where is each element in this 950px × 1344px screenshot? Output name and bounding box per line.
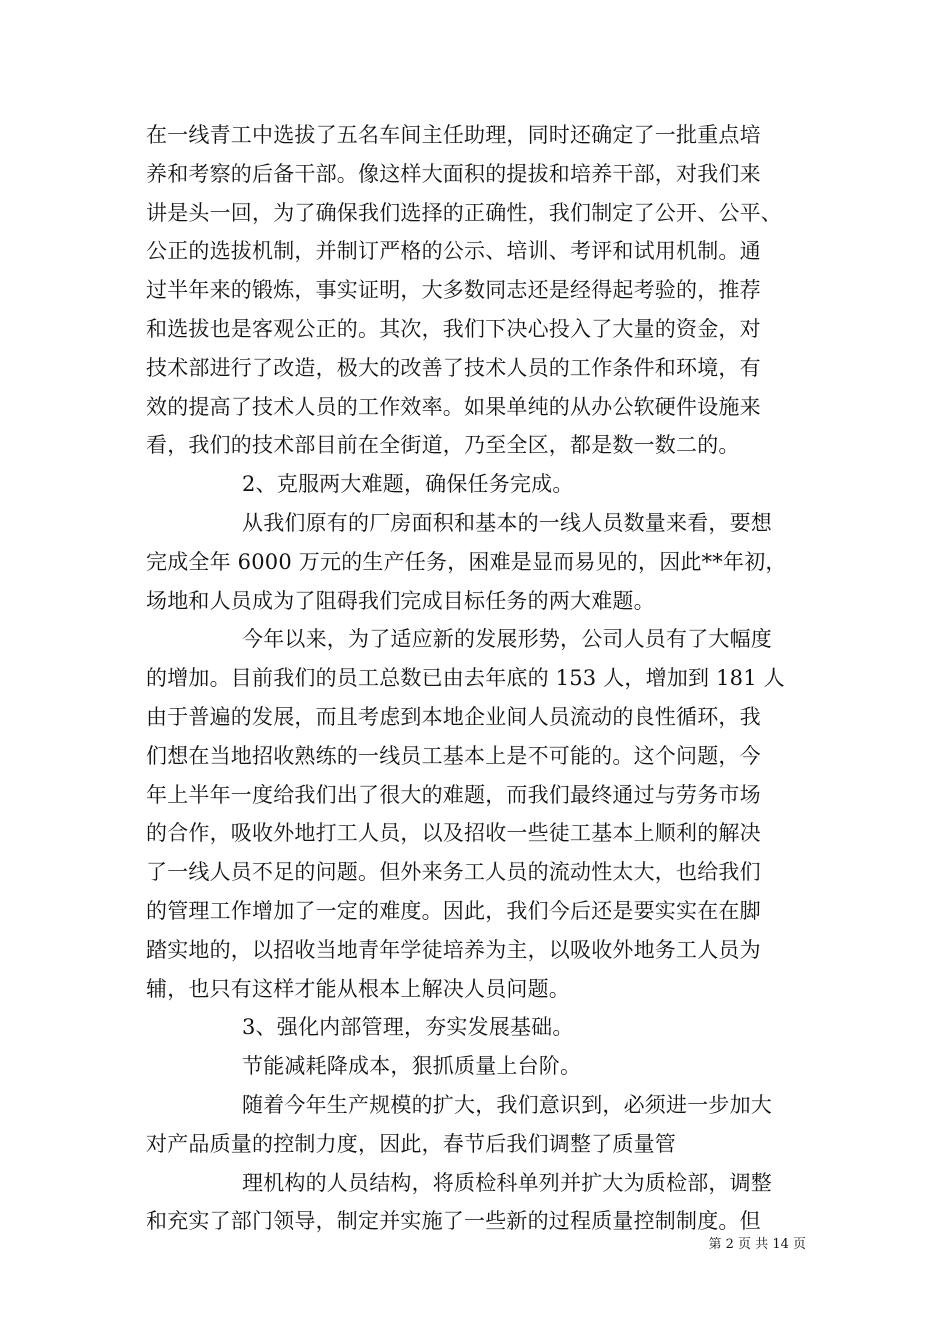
text-line: 完成全年 6000 万元的生产任务，困难是显而易见的，因此**年初， [146, 549, 787, 574]
page-number: 第 2 页 共 14 页 [708, 1237, 806, 1252]
body-text [146, 116, 806, 1241]
text-line: 讲是头一回，为了确保我们选择的正确性，我们制定了公开、公平、 [146, 200, 782, 225]
text-line: 今年以来，为了适应新的发展形势，公司人员有了大幅度 [242, 627, 772, 652]
text-line: 的合作，吸收外地打工人员，以及招收一些徒工基本上顺利的解决 [146, 821, 761, 846]
text-line: 公正的选拔机制，并制订严格的公示、培训、考评和试用机制。通 [146, 239, 761, 264]
text-line: 看，我们的技术部目前在全街道，乃至全区，都是数一数二的。 [146, 433, 740, 458]
text-line: 从我们原有的厂房面积和基本的一线人员数量来看，要想 [242, 510, 772, 535]
text-line: 在一线青工中选拔了五名车间主任助理，同时还确定了一批重点培 [146, 123, 761, 147]
text-line: 的增加。目前我们的员工总数已由去年底的 153 人，增加到 181 人 [146, 666, 785, 691]
text-line: 和充实了部门领导，制定并实施了一些新的过程质量控制制度。但 [146, 1209, 761, 1234]
text-line: 效的提高了技术人员的工作效率。如果单纯的从办公软硬件设施来 [146, 394, 761, 419]
subheading: 节能减耗降成本，狠抓质量上台阶。 [242, 1054, 582, 1079]
text-line: 和选拔也是客观公正的。其次，我们下决心投入了大量的资金，对 [146, 316, 761, 341]
text-line: 由于普遍的发展，而且考虑到本地企业间人员流动的良性循环，我 [146, 704, 761, 729]
text-line: 踏实地的，以招收当地青年学徒培养为主，以吸收外地务工人员为 [146, 937, 761, 962]
text-line: 们想在当地招收熟练的一线员工基本上是不可能的。这个问题，今 [146, 743, 761, 768]
text-line: 的管理工作增加了一定的难度。因此，我们今后还是要实实在在脚 [146, 898, 761, 923]
text-line: 理机构的人员结构，将质检科单列并扩大为质检部，调整 [242, 1170, 772, 1195]
section-heading: 2、克服两大难题，确保任务完成。 [242, 472, 574, 497]
text-line: 随着今年生产规模的扩大，我们意识到，必须进一步加大 [242, 1092, 772, 1117]
text-line: 对产品质量的控制力度，因此，春节后我们调整了质量管 [146, 1131, 676, 1156]
text-line: 了一线人员不足的问题。但外来务工人员的流动性太大，也给我们 [146, 860, 761, 885]
section-heading: 3、强化内部管理，夯实发展基础。 [242, 1015, 574, 1040]
text-line: 过半年来的锻炼，事实证明，大多数同志还是经得起考验的，推荐 [146, 278, 761, 303]
text-line: 技术部进行了改造，极大的改善了技术人员的工作条件和环境，有 [146, 355, 761, 380]
text-line: 场地和人员成为了阻碍我们完成目标任务的两大难题。 [146, 588, 655, 613]
text-line: 养和考察的后备干部。像这样大面积的提拔和培养干部，对我们来 [146, 161, 761, 186]
text-line: 辅，也只有这样才能从根本上解决人员问题。 [146, 976, 570, 1001]
text-line: 年上半年一度给我们出了很大的难题，而我们最终通过与劳务市场 [146, 782, 761, 807]
